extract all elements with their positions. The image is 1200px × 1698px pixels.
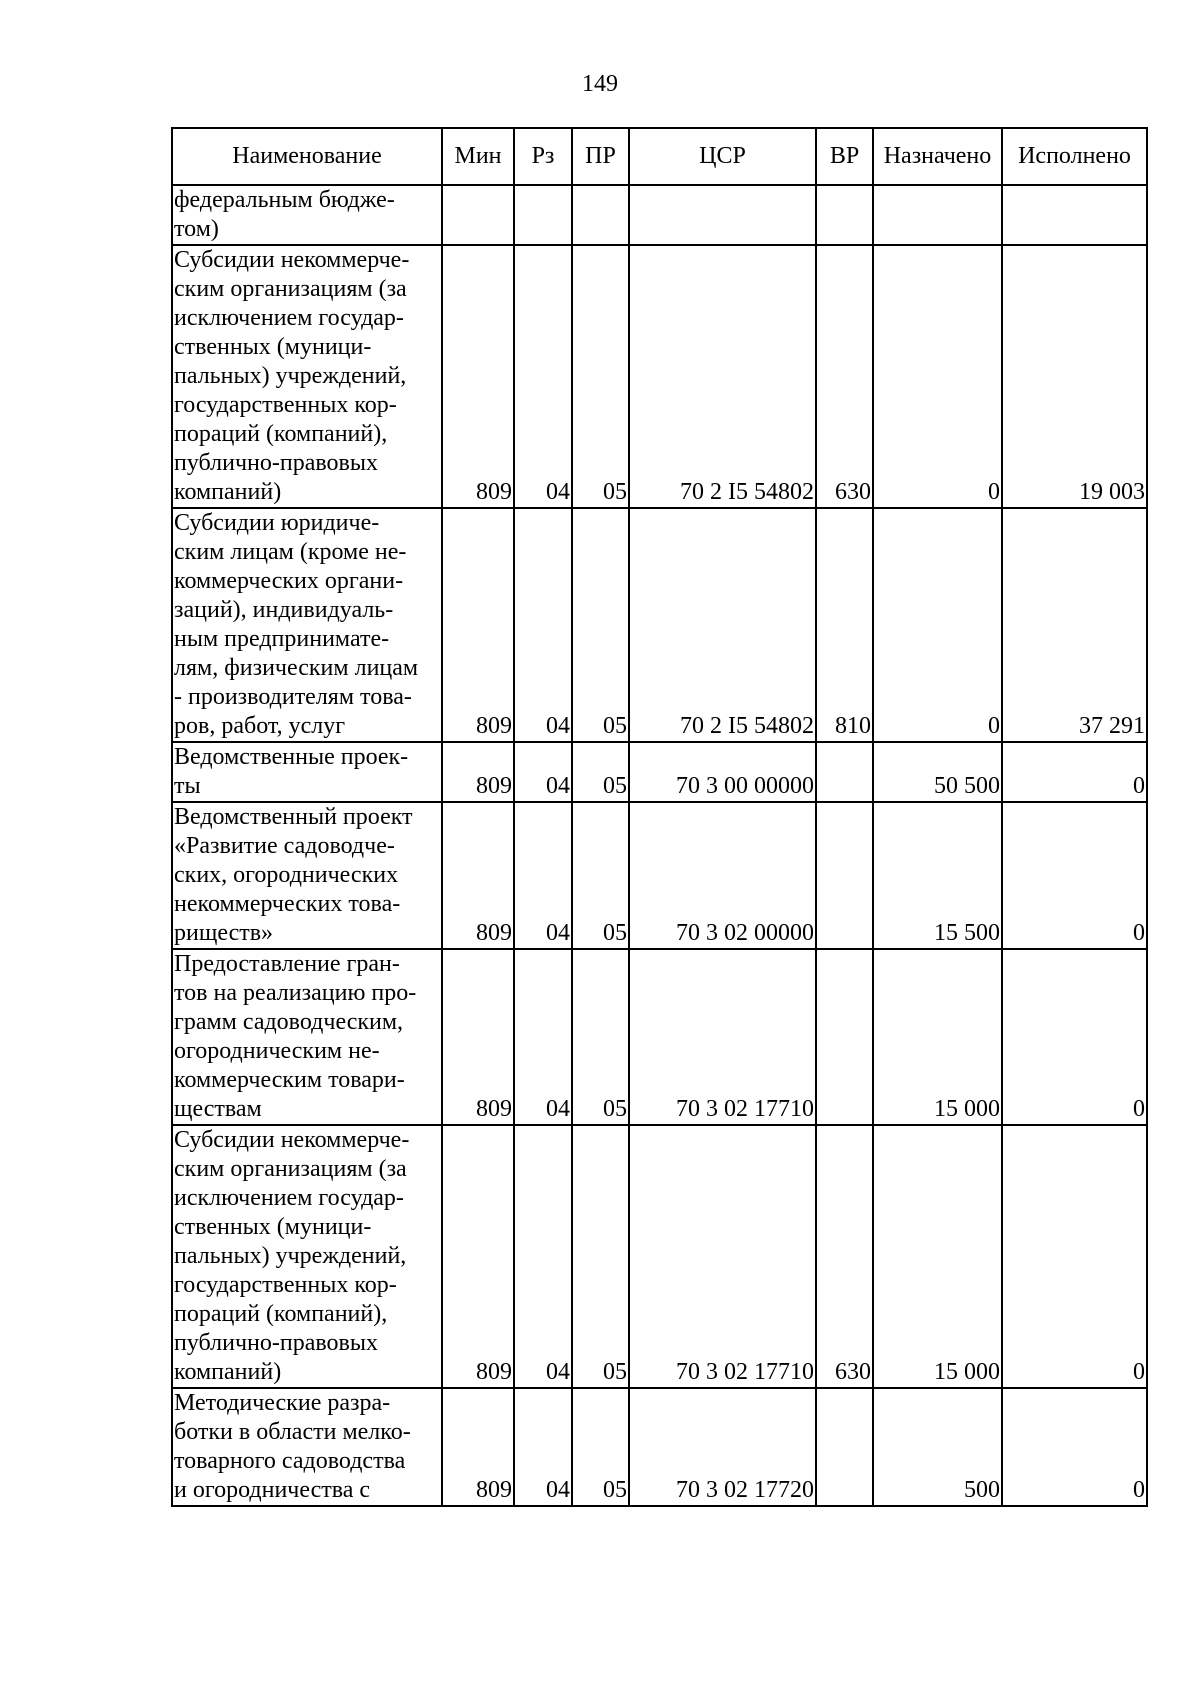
row-vr-cell: 810 bbox=[816, 508, 873, 742]
row-rz-cell bbox=[514, 185, 572, 245]
header-assigned: Назначено bbox=[873, 128, 1002, 185]
row-vr-cell bbox=[816, 949, 873, 1125]
row-vr-cell bbox=[816, 1388, 873, 1506]
row-min-cell: 809 bbox=[442, 1388, 514, 1506]
row-csr-cell: 70 3 02 00000 bbox=[629, 802, 816, 949]
row-csr-cell: 70 2 I5 54802 bbox=[629, 245, 816, 508]
row-rz-cell: 04 bbox=[514, 949, 572, 1125]
row-csr-cell: 70 3 02 17710 bbox=[629, 1125, 816, 1388]
row-name-cell: Ведомственный проект «Развитие садоводче- ских, огороднических некоммерческих това- риществ» bbox=[172, 802, 442, 949]
row-vr-cell: 630 bbox=[816, 245, 873, 508]
row-vr-cell: 630 bbox=[816, 1125, 873, 1388]
row-executed-cell: 0 bbox=[1002, 949, 1147, 1125]
row-pr-cell: 05 bbox=[572, 742, 629, 802]
row-executed-cell: 0 bbox=[1002, 1125, 1147, 1388]
row-min-cell: 809 bbox=[442, 245, 514, 508]
row-name-cell: Субсидии некоммерче- ским организациям (за исключением государ- ственных (муници- пальных) учреждений, государственных кор- пораций (компаний), публично-правовых компаний) bbox=[172, 245, 442, 508]
row-executed-cell bbox=[1002, 185, 1147, 245]
row-name-cell: федеральным бюдже- том) bbox=[172, 185, 442, 245]
header-executed: Исполнено bbox=[1002, 128, 1147, 185]
row-pr-cell: 05 bbox=[572, 802, 629, 949]
table-header-row bbox=[172, 128, 1147, 185]
row-pr-cell bbox=[572, 185, 629, 245]
row-vr-cell bbox=[816, 185, 873, 245]
row-rz-cell: 04 bbox=[514, 802, 572, 949]
header-pr: ПР bbox=[572, 128, 629, 185]
row-assigned-cell: 0 bbox=[873, 245, 1002, 508]
row-rz-cell: 04 bbox=[514, 742, 572, 802]
row-rz-cell: 04 bbox=[514, 508, 572, 742]
row-name-cell: Субсидии некоммерче- ским организациям (за исключением государ- ственных (муници- пальных) учреждений, государственных кор- пораций (компаний), публично-правовых компаний) bbox=[172, 1125, 442, 1388]
row-assigned-cell: 500 bbox=[873, 1388, 1002, 1506]
row-min-cell: 809 bbox=[442, 508, 514, 742]
row-assigned-cell: 15 500 bbox=[873, 802, 1002, 949]
header-name: Наименование bbox=[172, 128, 442, 185]
row-assigned-cell: 15 000 bbox=[873, 1125, 1002, 1388]
table-row bbox=[172, 185, 1147, 245]
row-executed-cell: 19 003 bbox=[1002, 245, 1147, 508]
table-row bbox=[172, 949, 1147, 1125]
row-assigned-cell: 15 000 bbox=[873, 949, 1002, 1125]
row-executed-cell: 37 291 bbox=[1002, 508, 1147, 742]
row-csr-cell: 70 3 02 17720 bbox=[629, 1388, 816, 1506]
row-name-cell: Субсидии юридиче- ским лицам (кроме не- коммерческих органи- заций), индивидуаль- ным предпринимате- лям, физическим лицам - производителям това- ров, работ, услуг bbox=[172, 508, 442, 742]
row-min-cell bbox=[442, 185, 514, 245]
row-rz-cell: 04 bbox=[514, 245, 572, 508]
table-row bbox=[172, 245, 1147, 508]
row-csr-cell bbox=[629, 185, 816, 245]
row-name-cell: Предоставление гран- тов на реализацию про- грамм садоводческим, огородническим не- коммерческим товари- ществам bbox=[172, 949, 442, 1125]
header-csr: ЦСР bbox=[629, 128, 816, 185]
row-name-cell: Методические разра- ботки в области мелко- товарного садоводства и огородничества с bbox=[172, 1388, 442, 1506]
row-pr-cell: 05 bbox=[572, 245, 629, 508]
header-min: Мин bbox=[442, 128, 514, 185]
row-executed-cell: 0 bbox=[1002, 802, 1147, 949]
row-rz-cell: 04 bbox=[514, 1125, 572, 1388]
row-executed-cell: 0 bbox=[1002, 742, 1147, 802]
header-rz: Рз bbox=[514, 128, 572, 185]
row-min-cell: 809 bbox=[442, 1125, 514, 1388]
header-vr: ВР bbox=[816, 128, 873, 185]
row-vr-cell bbox=[816, 802, 873, 949]
row-pr-cell: 05 bbox=[572, 1125, 629, 1388]
row-csr-cell: 70 3 02 17710 bbox=[629, 949, 816, 1125]
row-rz-cell: 04 bbox=[514, 1388, 572, 1506]
row-min-cell: 809 bbox=[442, 742, 514, 802]
row-pr-cell: 05 bbox=[572, 508, 629, 742]
row-pr-cell: 05 bbox=[572, 1388, 629, 1506]
row-assigned-cell: 0 bbox=[873, 508, 1002, 742]
row-assigned-cell bbox=[873, 185, 1002, 245]
table-row bbox=[172, 802, 1147, 949]
row-min-cell: 809 bbox=[442, 949, 514, 1125]
table-row bbox=[172, 742, 1147, 802]
table-row bbox=[172, 1388, 1147, 1506]
page-number: 149 bbox=[582, 71, 618, 97]
row-min-cell: 809 bbox=[442, 802, 514, 949]
row-csr-cell: 70 3 00 00000 bbox=[629, 742, 816, 802]
row-pr-cell: 05 bbox=[572, 949, 629, 1125]
row-csr-cell: 70 2 I5 54802 bbox=[629, 508, 816, 742]
row-vr-cell bbox=[816, 742, 873, 802]
row-executed-cell: 0 bbox=[1002, 1388, 1147, 1506]
row-assigned-cell: 50 500 bbox=[873, 742, 1002, 802]
row-name-cell: Ведомственные проек- ты bbox=[172, 742, 442, 802]
table-row bbox=[172, 508, 1147, 742]
budget-table bbox=[171, 127, 1148, 1507]
table-row bbox=[172, 1125, 1147, 1388]
